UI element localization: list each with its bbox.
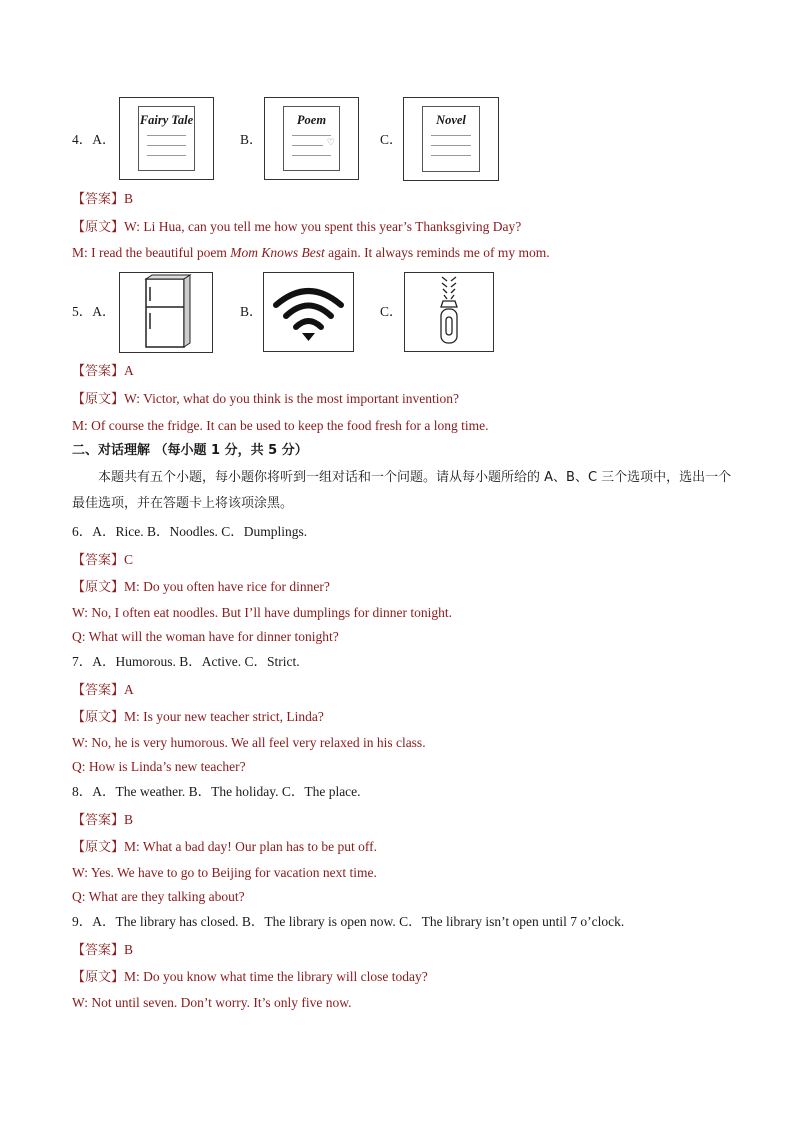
q4-original-w: 【原文】W: Li Hua, can you tell me how you spent this year’s Thanksgiving Day? [72,219,522,235]
q8-original-2: W: Yes. We have to go to Beijing for vacation next time. [72,865,377,880]
q8-original-1: 【原文】M: What a bad day! Our plan has to be put off. [72,839,377,855]
fridge-icon [120,273,212,352]
q5-image-b [263,272,354,352]
q5-image-c [404,272,494,352]
q5-original-m: M: Of course the fridge. It can be used to keep the food fresh for a long time. [72,418,489,433]
q7-options: 7．A．Humorous. B．Active. C．Strict. [72,654,300,669]
zipper-icon [405,273,493,351]
q4-original-m: M: I read the beautiful poem Mom Knows Best again. It always reminds me of my mom. [72,245,550,260]
q4-option-c-label: C． [380,132,403,147]
q4-image-a-title: Fairy Tale [139,113,194,127]
q8-answer: 【答案】B [72,812,134,828]
q8-options: 8．A．The weather. B．The holiday. C．The place. [72,784,361,799]
q5-answer: 【答案】A [72,363,134,379]
q4-image-c [403,97,499,181]
q6-original-3: Q: What will the woman have for dinner tonight? [72,629,339,644]
novel-paper-icon [422,106,480,172]
q4-image-b-title: Poem [296,113,327,127]
section2-heading: 二、对话理解 （每小题 1 分，共 5 分） [72,443,308,458]
q5-original-w: 【原文】W: Victor, what do you think is the most important invention? [72,391,459,407]
q6-original-2: W: No, I often eat noodles. But I’ll have dumplings for dinner tonight. [72,605,453,620]
q4-image-b [264,97,359,180]
q6-answer: 【答案】C [72,552,134,568]
wifi-icon [264,273,353,351]
q6-options: 6．A．Rice. B．Noodles. C．Dumplings. [72,524,308,539]
q4-answer: 【答案】B [72,191,134,207]
q4-option-b-label: B． [240,132,263,147]
q7-original-2: W: No, he is very humorous. We all feel very relaxed in his class. [72,735,426,750]
section2-instructions: 本题共有五个小题，每小题你将听到一组对话和一个问题。请从每小题所给的 A、B、C 三个选项中，选出一个最佳选项，并在答题卡上将该项涂黑。 [72,470,732,511]
q9-options: 9．A．The library has closed. B．The library is open now. C．The library isn’t open until 7 o’clock. [72,914,625,929]
q9-original-2: W: Not until seven. Don’t worry. It’s only five now. [72,995,352,1010]
q9-original-1: 【原文】M: Do you know what time the library will close today? [72,969,428,985]
q9-answer: 【答案】B [72,942,134,958]
q5-option-c-label: C． [380,304,403,319]
q5-image-a [119,272,213,353]
q4-option-a-label: 4．A． [72,132,116,147]
heart-icon: ♡ [326,137,335,147]
q7-original-1: 【原文】M: Is your new teacher strict, Linda? [72,709,324,725]
q5-option-b-label: B． [240,304,263,319]
fairy-tale-paper-icon [138,106,195,171]
q7-answer: 【答案】A [72,682,134,698]
q6-original-1: 【原文】M: Do you often have rice for dinner? [72,579,330,595]
q5-option-a-label: 5．A． [72,304,116,319]
q4-image-a [119,97,214,180]
q8-original-3: Q: What are they talking about? [72,889,245,904]
q7-original-3: Q: How is Linda’s new teacher? [72,759,246,774]
q4-image-c-title: Novel [436,113,466,127]
poem-paper-icon [283,106,340,171]
